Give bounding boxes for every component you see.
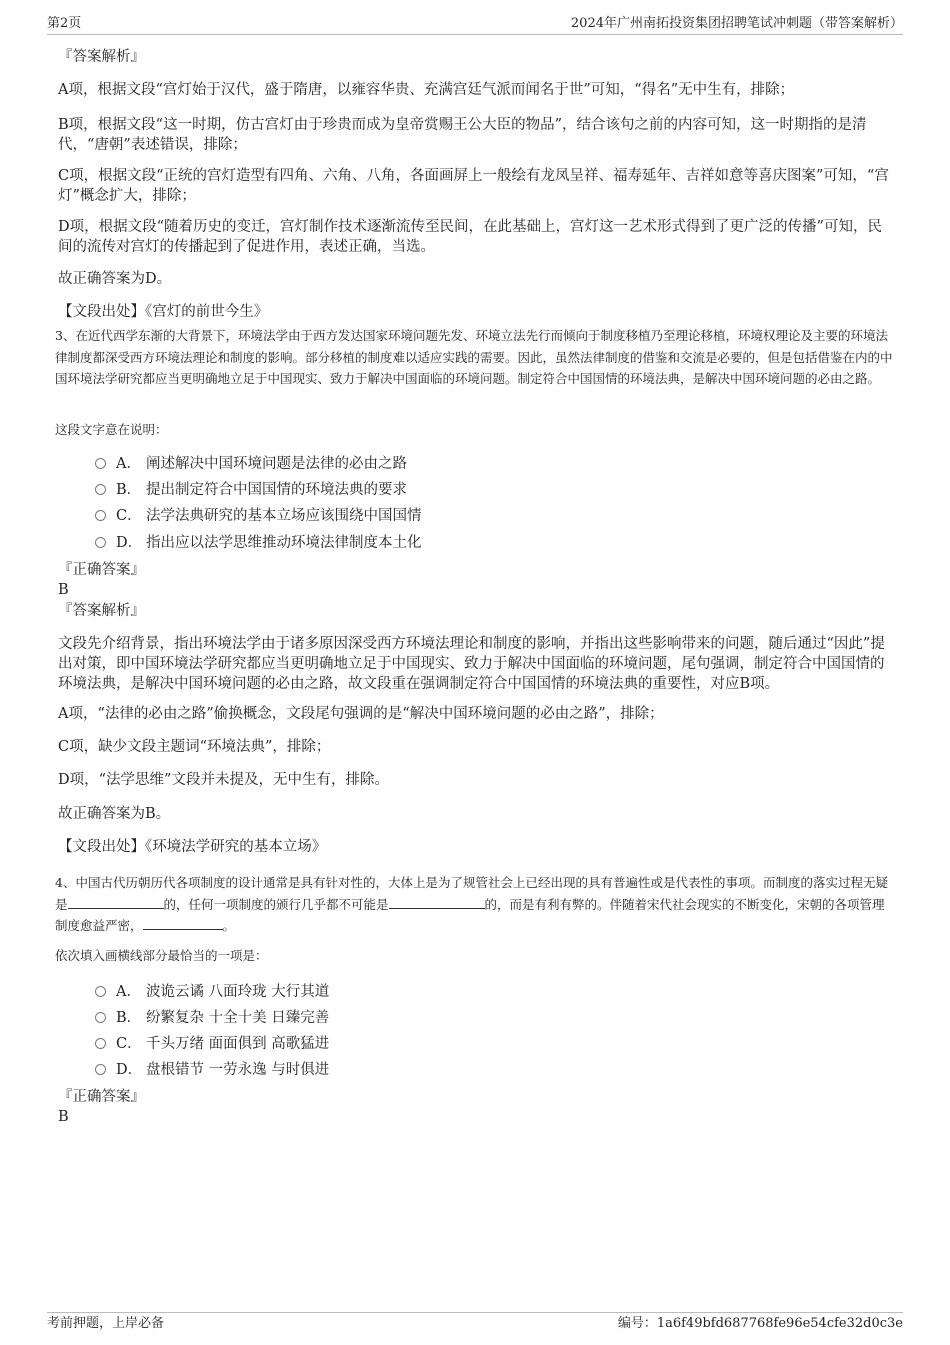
- q4-answer: B: [58, 1109, 69, 1125]
- option-letter: D．: [116, 535, 143, 551]
- option-letter: D．: [116, 1062, 143, 1078]
- q4-blank-2[interactable]: [389, 896, 485, 909]
- q3-analysis-d: D项，“法学思维”文段并未提及，无中生有，排除。: [58, 772, 389, 788]
- q4-text-part1: 4、中国古代历朝历代各项制度的设计通常是具有针对性的，大体上是为了规管社会上已经出现的具有普遍性或是代表性的事项。而制度的落实过程无疑是: [55, 875, 888, 912]
- option-letter: A．: [116, 456, 141, 472]
- radio-icon[interactable]: [95, 484, 106, 495]
- option-text: 指出应以法学思维推动环境法律制度本土化: [146, 535, 422, 551]
- q3-option-c[interactable]: [95, 506, 422, 526]
- option-text: 提出制定符合中国国情的环境法典的要求: [146, 482, 407, 498]
- radio-icon[interactable]: [95, 1038, 106, 1049]
- q4-option-b[interactable]: [95, 1008, 329, 1028]
- q4-text-part2: 的，任何一项制度的颁行几乎都不可能是: [163, 896, 389, 912]
- q4-option-d[interactable]: [95, 1060, 329, 1080]
- q4-answer-title: 『正确答案』: [58, 1089, 145, 1105]
- page-number: 第2页: [47, 16, 82, 31]
- radio-icon[interactable]: [95, 458, 106, 469]
- prev-analysis-title: 『答案解析』: [58, 49, 145, 65]
- q3-answer: B: [58, 582, 69, 598]
- option-text: 阐述解决中国环境问题是法律的必由之路: [146, 456, 407, 472]
- option-text: 法学法典研究的基本立场应该围绕中国国情: [146, 508, 422, 524]
- option-text: 盘根错节 一劳永逸 与时俱进: [146, 1062, 330, 1078]
- option-text: 千头万绪 面面俱到 高歌猛进: [146, 1036, 330, 1052]
- q4-prompt: 依次填入画横线部分最恰当的一项是：: [55, 948, 268, 963]
- q4-text-part3: 的，而是有利有弊的。伴随着宋代社会现实的不断变化，宋朝的各项管理制度愈益严密，: [55, 896, 885, 933]
- q4-blank-3[interactable]: [143, 917, 223, 930]
- q4-text-part4: 。: [222, 918, 236, 933]
- radio-icon[interactable]: [95, 986, 106, 997]
- prev-analysis-c: C项，根据文段“正统的宫灯造型有四角、六角、八角，各面画屏上一般绘有龙凤呈祥、福寿延年、吉祥如意等喜庆图案”可知，“宫灯”概念扩大，排除；: [58, 168, 889, 204]
- q3-source: 【文段出处】《环境法学研究的基本立场》: [58, 839, 327, 855]
- option-letter: C．: [116, 1036, 142, 1052]
- q3-conclusion: 故正确答案为B。: [58, 806, 171, 822]
- footer-slogan: 考前押题，上岸必备: [47, 1316, 165, 1331]
- q3-option-b[interactable]: [95, 480, 407, 500]
- prev-analysis-b: B项，根据文段“这一时期，仿古宫灯由于珍贵而成为皇帝赏赐王公大臣的物品”，结合该句之前的内容可知，这一时期指的是清代，“唐朝”表述错误，排除；: [58, 117, 867, 153]
- page-footer: [47, 1312, 903, 1335]
- option-text: 波诡云谲 八面玲珑 大行其道: [146, 984, 330, 1000]
- q4-blank-1[interactable]: [68, 896, 164, 909]
- q3-prompt: 这段文字意在说明：: [55, 422, 168, 437]
- q4-option-c[interactable]: [95, 1034, 329, 1054]
- option-text: 纷繁复杂 十全十美 日臻完善: [146, 1010, 330, 1026]
- prev-source: 【文段出处】《宫灯的前世今生》: [58, 304, 269, 320]
- q3-option-d[interactable]: [95, 533, 422, 553]
- page-header: [47, 14, 903, 35]
- prev-analysis-d: D项，根据文段“随着历史的变迁，宫灯制作技术逐渐流传至民间，在此基础上，宫灯这一艺术形式得到了更广泛的传播”可知，民间的流传对宫灯的传播起到了促进作用，表述正确，当选。: [58, 219, 882, 255]
- q3-answer-title: 『正确答案』: [58, 562, 145, 578]
- document-title: 2024年广州南拓投资集团招聘笔试冲刺题（带答案解析）: [570, 16, 903, 31]
- q4-option-a[interactable]: [95, 982, 329, 1002]
- option-letter: B．: [116, 1010, 142, 1026]
- q3-analysis-main: 文段先介绍背景，指出环境法学由于诸多原因深受西方环境法理论和制度的影响，并指出这些影响带来的问题，随后通过“因此”提出对策，即中国环境法学研究都应当更明确地立足于中国现实、致力于解决中国面临的环境问题，尾句强调，制定符合中国国情的环境法典，是解决中国环境问题的必由之路，故文段重在强调制定符合中国国情的环境法典的重要性，对应B项。: [58, 636, 885, 692]
- q3-text: 3、在近代西学东渐的大背景下，环境法学由于西方发达国家环境问题先发、环境立法先行而倾向于制度移植乃至理论移植，环境权理论及主要的环境法律制度都深受西方环境法理论和制度的影响。部分移植的制度难以适应实践的需要。因此，虽然法律制度的借鉴和交流是必要的，但是包括借鉴在内的中国环境法学研究都应当更明确地立足于中国现实、致力于解决中国面临的环境问题。制定符合中国国情的环境法典，是解决中国环境问题的必由之路。: [55, 328, 893, 386]
- prev-conclusion: 故正确答案为D。: [58, 271, 172, 287]
- option-letter: C．: [116, 508, 142, 524]
- radio-icon[interactable]: [95, 1012, 106, 1023]
- option-letter: B．: [116, 482, 142, 498]
- q3-analysis-title: 『答案解析』: [58, 603, 145, 619]
- radio-icon[interactable]: [95, 1064, 106, 1075]
- radio-icon[interactable]: [95, 510, 106, 521]
- q3-option-a[interactable]: [95, 454, 407, 474]
- q3-analysis-a: A项，“法律的必由之路”偷换概念，文段尾句强调的是“解决中国环境问题的必由之路”，排除；: [58, 706, 664, 722]
- option-letter: A．: [116, 984, 141, 1000]
- prev-analysis-a: A项，根据文段“宫灯始于汉代，盛于隋唐，以雍容华贵、充满宫廷气派而闻名于世”可知，“得名”无中生有，排除；: [58, 82, 795, 98]
- q3-analysis-c: C项，缺少文段主题词“环境法典”，排除；: [58, 739, 331, 755]
- radio-icon[interactable]: [95, 537, 106, 548]
- q4-text: [55, 872, 895, 937]
- footer-id: 编号：1a6f49bfd687768fe96e54cfe32d0c3e: [617, 1316, 903, 1331]
